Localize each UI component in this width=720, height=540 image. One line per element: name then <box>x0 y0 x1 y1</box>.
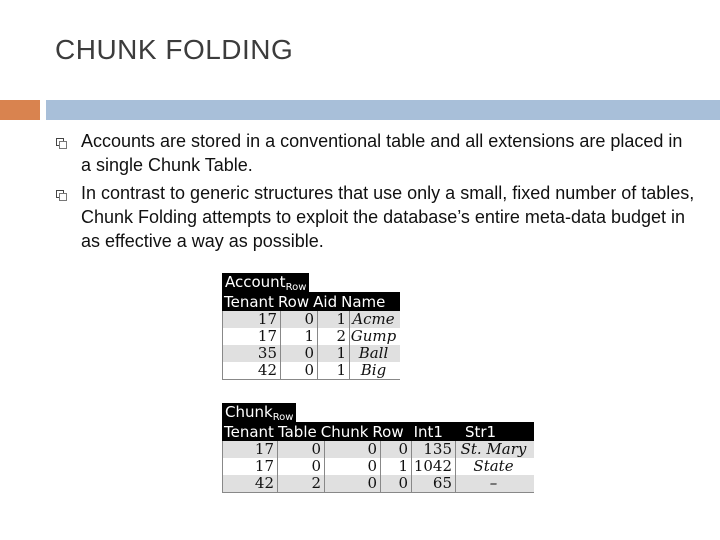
table-cell: 42 <box>223 362 281 379</box>
table-row <box>223 345 400 362</box>
table-cell: 0 <box>281 345 318 362</box>
table-cell: 0 <box>281 311 318 328</box>
table-cell: 1 <box>318 345 350 362</box>
column-header: Chunk <box>320 422 369 441</box>
table-cell: Ball <box>358 344 389 362</box>
table-cell: 0 <box>325 441 381 458</box>
table-cell: St. Mary <box>460 440 527 458</box>
table-cell: Acme <box>352 310 395 328</box>
chunk-table <box>222 403 534 493</box>
table-cell: 0 <box>325 458 381 475</box>
table-cell: 17 <box>223 328 281 345</box>
table-body <box>222 311 400 380</box>
table-cell: 1 <box>281 328 318 345</box>
bullet-list <box>56 129 696 257</box>
table-body <box>222 441 534 493</box>
table-header-row <box>222 292 400 311</box>
accent-bar-orange <box>0 100 40 120</box>
column-header: Aid <box>313 292 338 311</box>
table-caption: Chunk$_{Row}$ <box>222 403 296 422</box>
table-cell: Gump <box>350 327 397 345</box>
column-header: Name <box>341 292 386 311</box>
table-row <box>223 311 400 328</box>
table-cell: 1042 <box>412 458 456 475</box>
table-cell: 0 <box>278 441 325 458</box>
table-cell: 0 <box>325 475 381 492</box>
bullet-item <box>56 181 696 253</box>
table-cell: 1 <box>318 311 350 328</box>
table-cell: 17 <box>223 311 281 328</box>
column-header: Int1 <box>413 422 443 441</box>
accent-bar-blue <box>46 100 720 120</box>
square-bullet-icon <box>56 190 64 198</box>
table-cell: – <box>489 474 498 492</box>
table-caption: Account$_{Row}$ <box>222 273 309 292</box>
table-row <box>223 441 534 458</box>
table-cell: 0 <box>381 475 412 492</box>
table-cell: 42 <box>223 475 278 492</box>
column-header: Row <box>277 292 310 311</box>
table-cell: Big <box>360 361 387 379</box>
square-bullet-icon <box>56 138 64 146</box>
table-row <box>223 328 400 345</box>
column-header: Str1 <box>464 422 497 441</box>
table-cell: 65 <box>412 475 456 492</box>
column-header: Tenant <box>224 292 274 311</box>
column-header: Row <box>372 422 404 441</box>
bullet-text: Accounts are stored in a conventional table and all extensions are placed in a single Chunk Table. <box>81 131 683 175</box>
table-cell: 0 <box>278 458 325 475</box>
table-cell: 0 <box>381 441 412 458</box>
column-header: Tenant <box>224 422 274 441</box>
table-cell: 1 <box>318 362 350 379</box>
table-header-row <box>222 422 534 441</box>
table-row <box>223 362 400 379</box>
bullet-text: In contrast to generic structures that use only a small, fixed number of tables, Chunk Folding attempts to exploit the database’s entire meta-data budget in as effective a way as possible. <box>81 183 695 251</box>
table-cell: 2 <box>318 328 350 345</box>
table-row <box>223 475 534 492</box>
table-cell: State <box>473 457 514 475</box>
table-cell: 17 <box>223 441 278 458</box>
table-cell: 0 <box>281 362 318 379</box>
account-table <box>222 273 400 380</box>
bullet-item <box>56 129 696 177</box>
table-row <box>223 458 534 475</box>
slide-title: CHUNK FOLDING <box>55 34 294 65</box>
table-cell: 35 <box>223 345 281 362</box>
table-cell: 1 <box>381 458 412 475</box>
table-cell: 135 <box>412 441 456 458</box>
table-cell: 17 <box>223 458 278 475</box>
table-cell: 2 <box>278 475 325 492</box>
column-header: Table <box>277 422 317 441</box>
